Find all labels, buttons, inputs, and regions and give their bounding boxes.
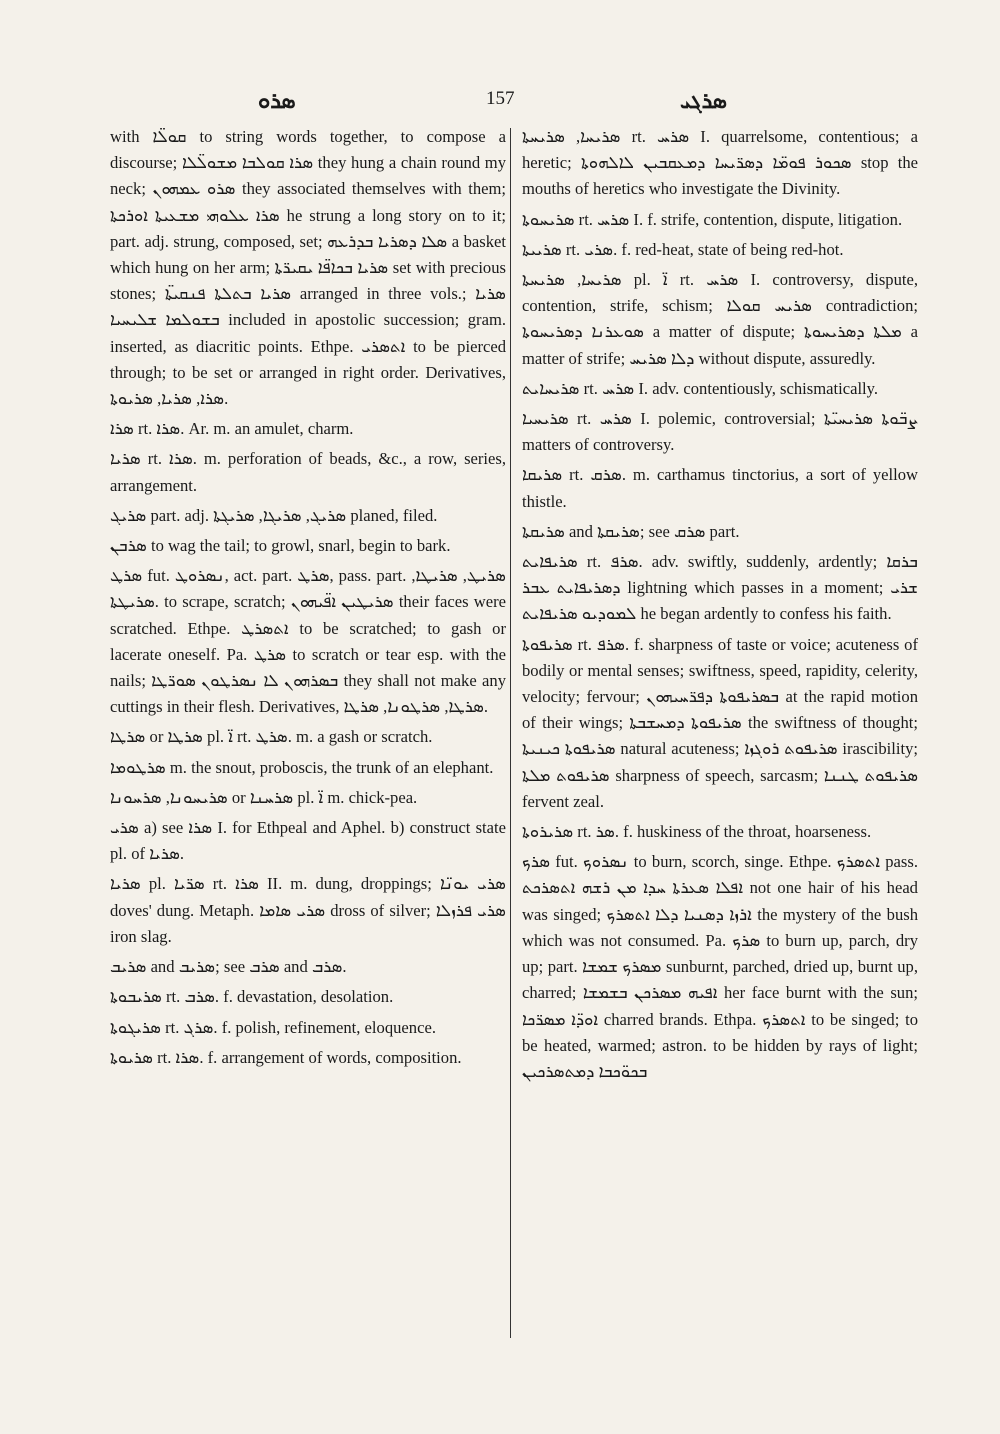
dictionary-entry: ܣܪܝܚܐ, ܣܪܝܚܬܐ rt. ܣܪܚ I. quarrelsome, contentious; a heretic; ܣܟܘܪ ܦܘܡ̈ܐ ܕܣܪ̈ܝܚܐ ܕܡܥܩܒܝܢ ܠܐܠܗܘܬܐ stop the mouths of heretics who investigate the Divinity. (522, 127, 919, 199)
dictionary-entry: ܣܪܛ fut. ܢܣܪܘܛ, act. part. ܣܪܛ, pass. part. ܣܪܝܛ, ܣܪܝܛܐ, ܣܪܝܛܬܐ. to scrape, scratch; ܣܪܝܛܝܢ ܐܦ̈ܝܗܘܢ their faces were scratched. Ethpe. ܐܬܣܪܛ to be scratched; to gash or lacerate oneself. Pa. ܣܪܛ to scratch or tear esp. with the nails; ܒܣܪܗܘܢ ܠܐ ܢܣܪܛܘܢ ܣܘܪ̈ܛܐ they shall not make any cuttings in their flesh. Derivatives, ܣܪܛܐ, ܣܪܛܘܢܐ, ܣܪܛܐ. (110, 566, 506, 717)
dictionary-entry: ܣܪܝܩܐ rt. ܣܪܩ. m. carthamus tinctorius, a sort of yellow thistle. (522, 465, 918, 511)
dictionary-entry: ܣܪܝܝܬܐ rt. ܣܪܝ. f. red-heat, state of being red-hot. (522, 239, 844, 259)
page-number: 157 (486, 88, 515, 109)
dictionary-entry: ܣܪܝܚܐ, ܣܪܝܚܬܐ pl. ܐ̈ rt. ܣܪܚ I. controversy, dispute, contention, strife, schism; ܣܪܝܚ ܩܘܠܐ contradiction; ܣܘܥܪܢܐ ܕܣܪܝܚܘܬܐ a matter of dispute; ܡܠܬܐ ܕܣܪܝܚܘܬܐ a matter of strife; ܕܠܐ ܣܪܝܚ without dispute, assuredly. (522, 270, 919, 368)
right-column (522, 124, 918, 1089)
dictionary-entry: ܣܪܐ rt. ܣܪܐ. Ar. m. an amulet, charm. (110, 419, 354, 439)
dictionary-entry: ܣܪܝܚܝܐ rt. ܣܪܚ I. polemic, controversial; ܨܒ̈ܘܬܐ ܣܪܝܚܝ̈ܬܐ matters of controversy. (522, 409, 918, 455)
dictionary-entry: ܣܪܝܘܬܐ rt. ܣܪܐ. f. arrangement of words, composition. (110, 1047, 462, 1067)
dictionary-entry: ܣܪܝܓ part. adj. ܣܪܝܓ, ܣܪܝܓܐ, ܣܪܝܓܬܐ planed, filed. (110, 505, 438, 525)
dictionary-entry: ܣܪܛܘܡܐ m. the snout, proboscis, the trunk of an elephant. (110, 757, 494, 777)
dictionary-entry: ܣܪܒܢ to wag the tail; to growl, snarl, begin to bark. (110, 536, 451, 556)
dictionary-entry: ܣܪܝܐ rt. ܣܪܐ. m. perforation of beads, &c., a row, series, arrangement. (110, 449, 506, 495)
dictionary-entry: ܣܪܝܚܘܬܐ rt. ܣܪܚ I. f. strife, contention, dispute, litigation. (522, 209, 903, 229)
dictionary-entry: ܣܪܝܒ and ܣܪܝܒ; see ܣܪܒ and ܣܪܒ. (110, 957, 347, 977)
dictionary-entry: ܣܪܝ a) see ܣܪܐ I. for Ethpeal and Aphel. b) construct state pl. of ܣܪܝܐ. (110, 818, 506, 864)
dictionary-entry: ܣܪܝܚܘܢܐ, ܣܪܚܘܢܐ or ܣܪܚܢܐ pl. ܐ̈ m. chick-pea. (110, 787, 418, 807)
running-head (0, 86, 1000, 116)
header-right-word: ܣܪܓܝ (680, 88, 727, 113)
dictionary-entry: ܣܪܝܪܘܬܐ rt. ܣܪ. f. huskiness of the throat, hoarseness. (522, 822, 872, 842)
dictionary-entry: ܣܪܝܩܬܐ and ܣܪܝܩܬܐ; see ܣܪܩ part. (522, 521, 740, 541)
dictionary-entry: with ܩܘܠ̈ܐ to string words together, to compose a discourse; ܣܪܐ ܩܘܠܒܐ ܡܫܘܠ̈ܠܐ they hung a chain round my neck; ܣܪܘ ܥܡܗܘܢ they associated themselves with them; ܣܪܐ ܥܠܘܗܝ ܡܫܥܝܬܐ ܐܘܪܟܬܐ he strung a long story on to it; part. adj. strung, composed, set; ܣܠܐ ܕܣܪܝܐ ܒܕܪܥܗ a basket which hung on her arm; ܣܪܝܐ ܒܟܐܦ̈ܐ ܝܩܝܪ̈ܬܐ set with precious stones; ܣܪܝܐ ܒܬܠܬܐ ܦܢܩܝܬ̈ܐ arranged in three vols.; ܣܪܝܐ ܒܫܘܠܡܐ ܫܠܝܚܝܐ included in apostolic succession; gram. inserted, as diacritic points. Ethpe. ܐܬܣܪܝ to be pierced through; to be set or arranged in right order. Derivatives, ܣܪܐ, ܣܪܝܐ, ܣܪܝܘܬܐ. (110, 127, 506, 409)
header-left-word: ܣܪܘ (258, 88, 296, 113)
column-divider (510, 128, 511, 1338)
left-column (110, 124, 506, 1075)
dictionary-entry: ܣܪܝܐ pl. ܣܪ̈ܝܐ rt. ܣܪܐ II. m. dung, droppings; ܣܪܝ ܝܘܢ̈ܐ doves' dung. Metaph. ܣܪܝ ܣܐܡܐ dross of silver; ܣܪܝ ܦܪܙܠܐ iron slag. (110, 874, 506, 946)
dictionary-entry: ܣܪܝܦܘܬܐ rt. ܣܪܦ. f. sharpness of taste or voice; acuteness of bodily or mental senses; swiftness, speed, rapidity, celerity, velocity; fervour; ܒܣܪܝܦܘܬܐ ܕܦܪ̈ܚܝܗܘܢ at the rapid motion of their wings; ܣܪܝܦܘܬܐ ܕܡܚܫܒܬܐ the swiftness of thought; ܣܪܝܦܘܬܐ ܟܝܢܝܬܐ natural acuteness; ܣܪܝܦܘܬ ܪܘܓܙܐ irascibility; ܣܪܝܦܘܬ ܡܠܬܐ sharpness of speech, sarcasm; ܣܪܝܦܘܬ ܛܢܢܐ fervent zeal. (522, 634, 919, 811)
dictionary-entry: ܣܪܝܚܐܝܬ rt. ܣܪܚ I. adv. contentiously, schismatically. (522, 378, 879, 398)
dictionary-entry: ܣܪܝܦܐܝܬ rt. ܣܪܦ. adv. swiftly, suddenly, ardently; ܒܪܩܐ ܕܣܪܝܦܐܝܬ ܥܒܪ lightning which passes in a moment; ܫܪܝ ܠܡܘܕܝܘ ܣܪܝܦܐܝܬ he began ardently to confess his faith. (522, 552, 918, 624)
dictionary-entry: ܣܪܝܓܘܬܐ rt. ܣܪܓ. f. polish, refinement, eloquence. (110, 1017, 436, 1037)
dictionary-entry: ܣܪܛܐ or ܣܪܛܐ pl. ܐ̈ rt. ܣܪܛ. m. a gash or scratch. (110, 727, 433, 747)
dictionary-entry: ܣܪܝܒܘܬܐ rt. ܣܪܒ. f. devastation, desolation. (110, 987, 394, 1007)
dictionary-entry: ܣܪܟ fut. ܢܣܪܘܟ to burn, scorch, singe. Ethpe. ܐܬܣܪܟ pass. ܐܦܠܐ ܣܥܪܬܐ ܚܕܐ ܡܢ ܪܫܗ ܐܬܣܪܟܬ not one hair of his head was singed; ܐܪܙܐ ܕܣܢܝܐ ܕܠܐ ܐܬܣܪܟ the mystery of the bush which was not consumed. Pa. ܣܪܟ to burn up, parch, dry up; part. ܡܣܪܟ ܫܡܫܐ sunburnt, parched, dried up, burnt up, charred; ܐܦܝܗ ܡܣܪܟܢ ܒܫܡܫܐ her face burnt with the sun; ܐܘܕ̈ܐ ܡܣܪ̈ܟܐ charred brands. Ethpa. ܐܬܣܪܟ to be singed; to be heated, warmed; astron. to be hidden by rays of light; ܒܟܘ̈ܟܒܐ ܕܡܬܣܪܟܝܢ (522, 852, 918, 1081)
